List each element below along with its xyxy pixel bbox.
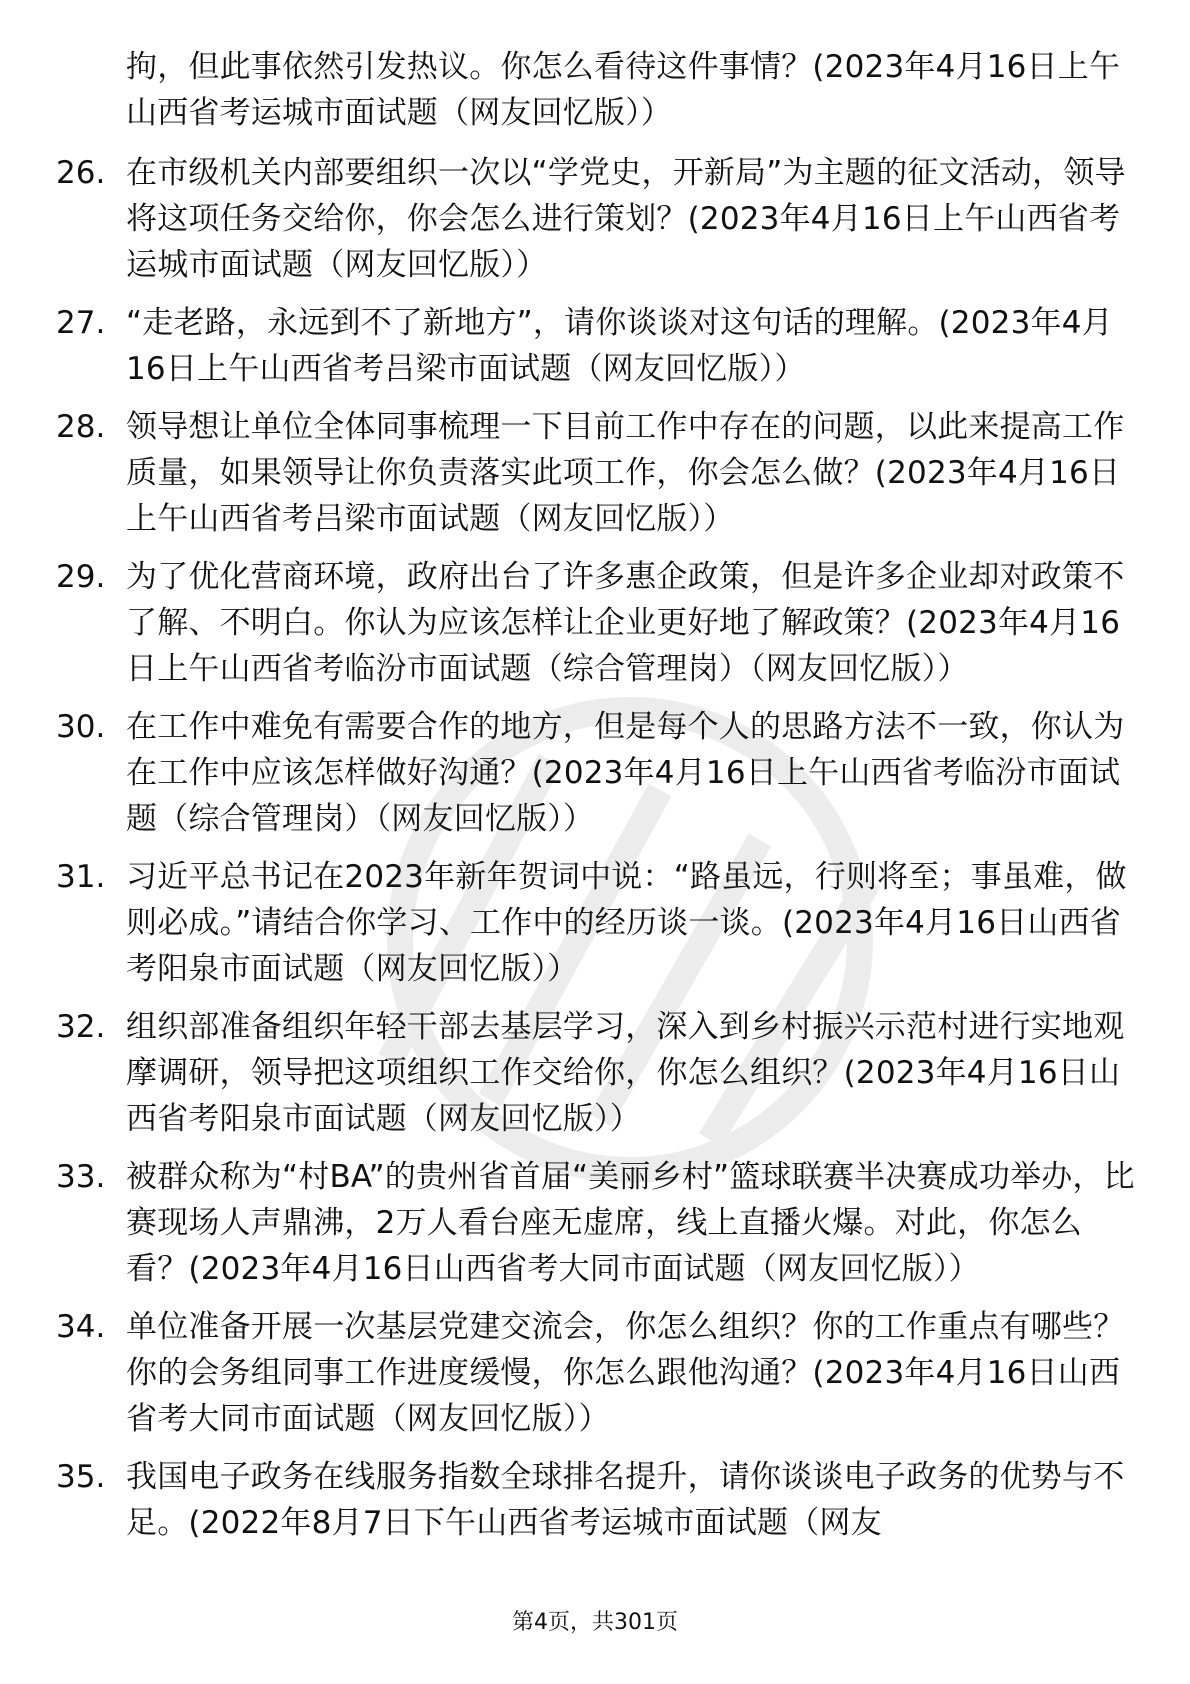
question-number: 32.: [56, 1009, 106, 1045]
question-number: 26.: [56, 155, 106, 191]
question-number: 31.: [56, 859, 106, 895]
question-item: [0, 854, 1190, 992]
question-text: 单位准备开展一次基层党建交流会，你怎么组织？你的工作重点有哪些？你的会务组同事工作进度缓慢，你怎么跟他沟通？(2023年4月16日山西省考大同市面试题（网友回忆版））: [126, 1309, 1125, 1437]
question-text: 领导想让单位全体同事梳理一下目前工作中存在的问题，以此来提高工作质量，如果领导让你负责落实此项工作，你会怎么做？(2023年4月16日上午山西省考吕梁市面试题（网友回忆版））: [126, 409, 1125, 537]
question-number: 34.: [56, 1309, 106, 1345]
question-number: 33.: [56, 1159, 106, 1195]
question-item: [0, 1004, 1190, 1142]
page-footer: 第4页，共301页: [512, 1610, 678, 1635]
question-number: 30.: [56, 709, 106, 745]
question-item: [0, 554, 1190, 692]
continuation-text: 拘，但此事依然引发热议。你怎么看待这件事情？(2023年4月16日上午山西省考运城市面试题（网友回忆版））: [126, 49, 1121, 131]
question-text: 我国电子政务在线服务指数全球排名提升，请你谈谈电子政务的优势与不足。(2022年8月7日下午山西省考运城市面试题（网友: [126, 1459, 1125, 1541]
question-text: 在市级机关内部要组织一次以“学党史，开新局”为主题的征文活动，领导将这项任务交给你，你会怎么进行策划？(2023年4月16日上午山西省考运城市面试题（网友回忆版））: [126, 155, 1126, 283]
question-number: 27.: [56, 305, 106, 341]
question-item: [0, 300, 1190, 392]
question-text: 被群众称为“村BA”的贵州省首届“美丽乡村”篮球联赛半决赛成功举办，比赛现场人声鼎沸，2万人看台座无虚席，线上直播火爆。对此，你怎么看？(2023年4月16日山西省考大同市面试题（网友回忆版））: [126, 1159, 1135, 1287]
question-item: [0, 704, 1190, 842]
question-text: 为了优化营商环境，政府出台了许多惠企政策，但是许多企业却对政策不了解、不明白。你认为应该怎样让企业更好地了解政策？(2023年4月16日上午山西省考临汾市面试题（综合管理岗）（网友回忆版））: [126, 559, 1125, 687]
question-item: [0, 404, 1190, 542]
question-text: 在工作中难免有需要合作的地方，但是每个人的思路方法不一致，你认为在工作中应该怎样做好沟通？(2023年4月16日上午山西省考临汾市面试题（综合管理岗）（网友回忆版））: [126, 709, 1125, 837]
question-number: 28.: [56, 409, 106, 445]
question-item: [0, 1154, 1190, 1292]
question-number: 29.: [56, 559, 106, 595]
question-item: [0, 1304, 1190, 1442]
question-number: 35.: [56, 1459, 106, 1495]
question-list: [0, 150, 1190, 1558]
question-text: 组织部准备组织年轻干部去基层学习，深入到乡村振兴示范村进行实地观摩调研，领导把这项组织工作交给你，你怎么组织？(2023年4月16日山西省考阳泉市面试题（网友回忆版））: [126, 1009, 1125, 1137]
question-text: 习近平总书记在2023年新年贺词中说：“路虽远，行则将至；事虽难，做则必成。”请结合你学习、工作中的经历谈一谈。(2023年4月16日山西省考阳泉市面试题（网友回忆版））: [126, 859, 1127, 987]
question-text: “走老路，永远到不了新地方”，请你谈谈对这句话的理解。(2023年4月16日上午山西省考吕梁市面试题（网友回忆版））: [126, 305, 1113, 387]
question-item: [0, 150, 1190, 288]
question-item: [0, 1454, 1190, 1546]
